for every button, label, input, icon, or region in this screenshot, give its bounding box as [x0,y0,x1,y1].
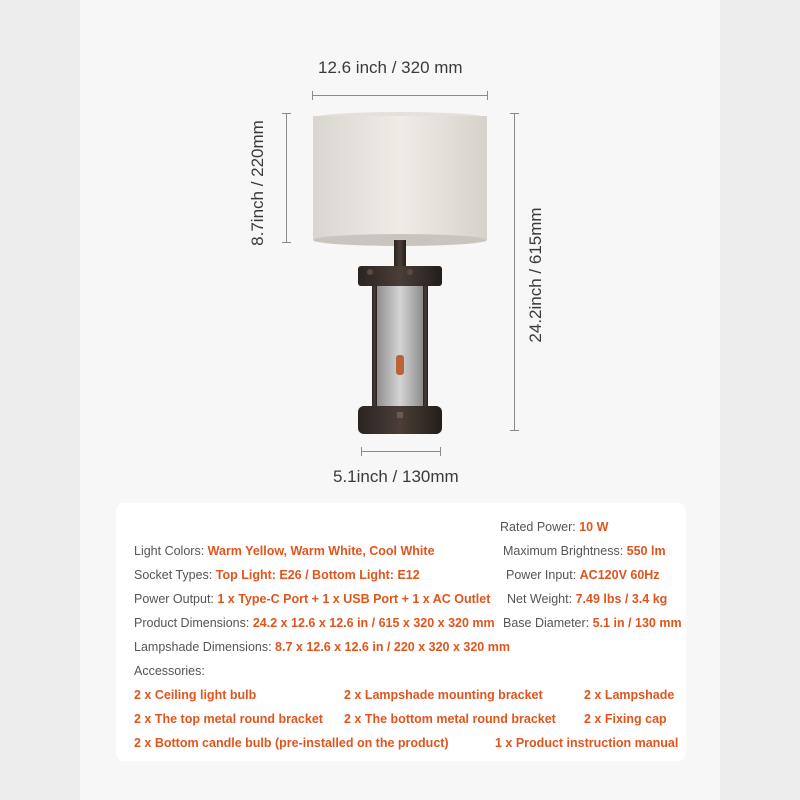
spec-base-diameter [503,616,682,630]
shade-height-line [286,113,287,243]
spec-value: Top Light: E26 / Bottom Light: E12 [215,568,420,582]
accessory-item: 1 x Product instruction manual [495,736,679,750]
spec-value: 10 W [579,520,609,534]
base-dimension-line [361,451,441,452]
spec-socket-types [134,568,420,582]
spec-label: Net Weight: [507,592,576,606]
accessories-heading: Accessories: [134,664,205,678]
table-lamp-image [300,100,500,440]
spec-value: 550 lm [626,544,666,558]
spec-label: Light Colors: [134,544,208,558]
base-dimension-label: 5.1inch / 130mm [333,467,459,486]
spec-rated-power [500,520,608,534]
spec-label: Lampshade Dimensions: [134,640,276,654]
accessory-item: 2 x Lampshade [584,688,675,702]
spec-label: Socket Types: [134,568,216,582]
total-height-line [514,113,515,431]
total-height-label: 24.2inch / 615mm [526,207,545,343]
spec-power-input [506,568,660,582]
spec-value: 5.1 in / 130 mm [592,616,682,630]
spec-label: Product Dimensions: [134,616,253,630]
width-dimension-cap [312,91,313,100]
spec-label: Rated Power: [500,520,580,534]
spec-value: 1 x Type-C Port + 1 x USB Port + 1 x AC Outlet [217,592,491,606]
accessory-item: 2 x Lampshade mounting bracket [344,688,543,702]
spec-light-colors [134,544,435,558]
spec-label: Power Output: [134,592,218,606]
total-height-cap [510,113,519,114]
width-dimension-cap [487,91,488,100]
width-dimension-label: 12.6 inch / 320 mm [318,58,463,77]
accessory-item: 2 x The top metal round bracket [134,712,323,726]
spec-label: Base Diameter: [503,616,593,630]
shade-height-label: 8.7inch / 220mm [248,120,267,246]
spec-power-output [134,592,490,606]
base-dimension-cap [361,447,362,456]
spec-label: Maximum Brightness: [503,544,627,558]
shade-height-cap [282,242,291,243]
base-dimension-cap [440,447,441,456]
accessory-item: 2 x The bottom metal round bracket [344,712,556,726]
accessory-item: 2 x Ceiling light bulb [134,688,257,702]
spec-lampshade-dimensions [134,640,510,654]
spec-max-brightness [503,544,666,558]
spec-value: 24.2 x 12.6 x 12.6 in / 615 x 320 x 320 mm [252,616,495,630]
accessory-item: 2 x Fixing cap [584,712,667,726]
width-dimension-line [312,95,488,96]
spec-value: 7.49 lbs / 3.4 kg [575,592,668,606]
accessory-item: 2 x Bottom candle bulb (pre-installed on the product) [134,736,449,750]
shade-height-cap [282,113,291,114]
spec-label: Power Input: [506,568,580,582]
spec-value: AC120V 60Hz [579,568,660,582]
spec-net-weight [507,592,667,606]
spec-product-dimensions [134,616,495,630]
spec-value: 8.7 x 12.6 x 12.6 in / 220 x 320 x 320 mm [275,640,510,654]
total-height-cap [510,430,519,431]
spec-value: Warm Yellow, Warm White, Cool White [207,544,435,558]
